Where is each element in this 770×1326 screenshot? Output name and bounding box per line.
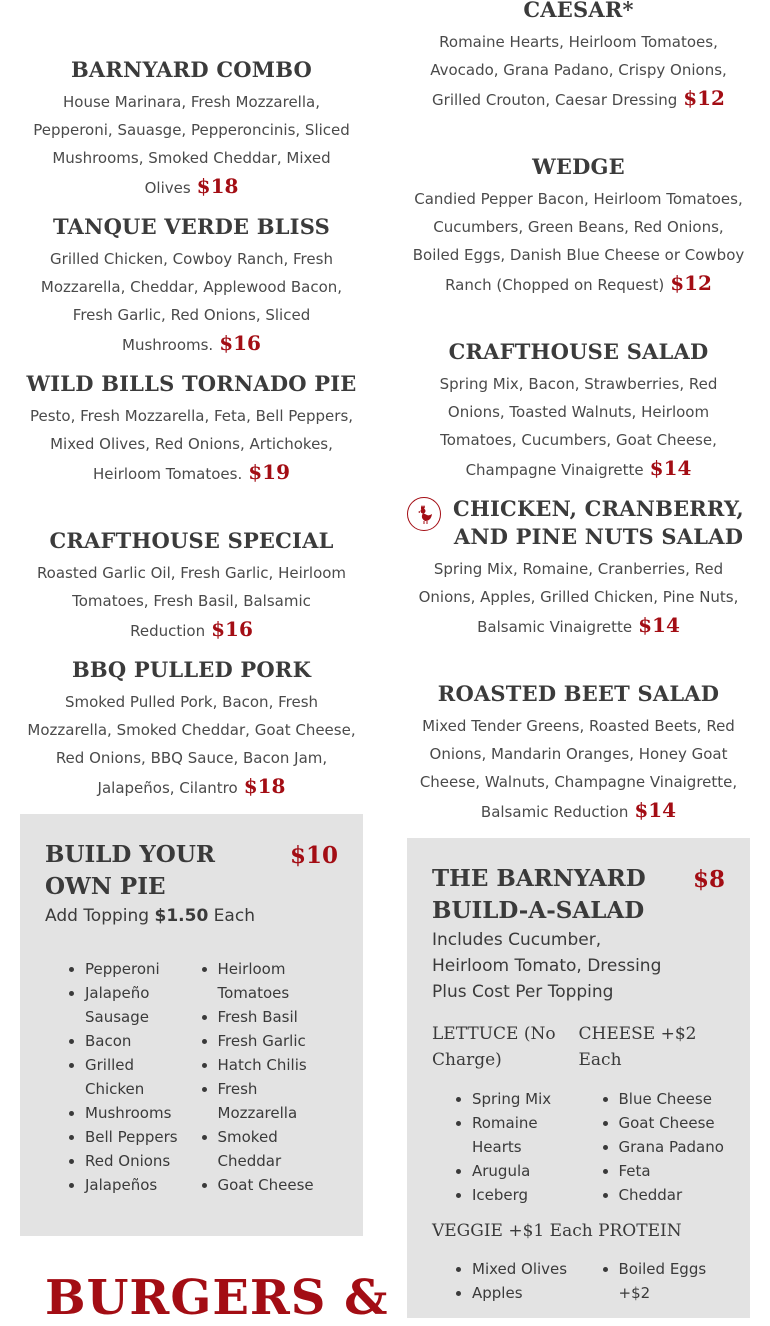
list-item: • Arugula [472, 1159, 579, 1183]
item-title-row [407, 495, 750, 551]
item-title: BBQ PULLED PORK [71, 657, 312, 682]
topping-lists [45, 957, 338, 1197]
item-description [407, 28, 750, 114]
veggie-list [432, 1257, 579, 1305]
item-title-line-1: CHICKEN, CRANBERRY, [453, 496, 744, 521]
item-desc-text: Spring Mix, Bacon, Strawberries, Red Onions, Toasted Walnuts, Heirloom Tomatoes, Cucumbers, Goat Cheese, Champagne Vinaigrette [439, 375, 718, 479]
protein-list [579, 1257, 726, 1305]
item-description [20, 688, 363, 802]
menu-item-crafthouse-special [20, 527, 363, 645]
item-desc-text: House Marinara, Fresh Mozzarella, Pepperoni, Sauasge, Pepperoncinis, Sliced Mushrooms, Smoked Cheddar, Mixed Olives [33, 93, 350, 197]
item-title: WILD BILLS TORNADO PIE [26, 371, 357, 396]
menu-item-wild-bills-tornado-pie [20, 370, 363, 488]
item-desc-text: Candied Pepper Bacon, Heirloom Tomatoes, Cucumbers, Green Beans, Red Onions, Boiled Eggs, Danish Blue Cheese or Cowboy Ranch (Chopped on Request) [412, 190, 745, 294]
topping-list-1 [45, 957, 192, 1197]
list-item: • Bacon [85, 1029, 192, 1053]
item-description [407, 712, 750, 826]
item-price: $18 [196, 174, 239, 198]
menu-item-roasted-beet-salad [407, 680, 750, 826]
list-item: • Jalapeños [85, 1173, 192, 1197]
item-price: $19 [248, 460, 290, 484]
item-price: $16 [211, 617, 253, 641]
item-price: $14 [638, 613, 680, 637]
item-desc-text: Pesto, Fresh Mozzarella, Feta, Bell Peppers, Mixed Olives, Red Onions, Artichokes, Heirloom Tomatoes. [29, 407, 354, 483]
item-title: ROASTED BEET SALAD [437, 681, 720, 706]
item-price: $14 [634, 798, 677, 822]
item-title: CRAFTHOUSE SPECIAL [49, 528, 334, 553]
list-item: • Cheddar [619, 1183, 726, 1207]
note-price: $1.50 [154, 906, 209, 926]
rooster-icon [407, 497, 441, 531]
cheese-list [579, 1087, 726, 1207]
menu-item-caesar [407, 0, 750, 114]
item-description [407, 185, 750, 299]
item-desc-text: Spring Mix, Romaine, Cranberries, Red Onions, Apples, Grilled Chicken, Pine Nuts, Balsamic Vinaigrette [418, 560, 739, 636]
item-title: CRAFTHOUSE SALAD [448, 339, 709, 364]
menu-item-chicken-cranberry-salad [407, 495, 750, 641]
item-desc-text: Roasted Garlic Oil, Fresh Garlic, Heirloom Tomatoes, Fresh Basil, Balsamic Reduction [36, 564, 347, 640]
box-title: BUILD YOUR OWN PIE [45, 841, 216, 900]
list-item: • Grilled Chicken [85, 1053, 192, 1101]
item-desc-text: Mixed Tender Greens, Roasted Beets, Red Onions, Mandarin Oranges, Honey Goat Cheese, Walnuts, Champagne Vinaigrette, Balsamic Reduction [419, 717, 738, 821]
list-item: • Apples [472, 1281, 579, 1305]
item-desc-text: Grilled Chicken, Cowboy Ranch, Fresh Mozzarella, Cheddar, Applewood Bacon, Fresh Garlic, Red Onions, Sliced Mushrooms. [40, 250, 343, 354]
item-title: WEDGE [532, 154, 625, 179]
build-a-salad-box [407, 838, 750, 1318]
list-item: • Fresh Mozzarella [218, 1077, 339, 1125]
list-item: • Romaine Hearts [472, 1111, 579, 1159]
item-title: TANQUE VERDE BLISS [53, 214, 330, 239]
list-item: • Spring Mix [472, 1087, 579, 1111]
list-item: • Blue Cheese [619, 1087, 726, 1111]
item-description [20, 88, 363, 202]
item-description [20, 245, 363, 359]
menu-item-tanque-verde-bliss [20, 213, 363, 359]
list-item: • Boiled Eggs +$2 [619, 1257, 726, 1305]
item-price: $14 [649, 456, 692, 480]
salad-lists-2 [432, 1257, 725, 1305]
list-item: • Fresh Garlic [218, 1029, 339, 1053]
box-title: THE BARNYARD BUILD-A-SALAD [432, 865, 646, 924]
list-item: • Iceberg [472, 1183, 579, 1207]
salad-includes-note: Includes Cucumber, Heirloom Tomato, Dressing [432, 930, 662, 976]
item-price: $12 [670, 271, 712, 295]
list-item: • Red Onions [85, 1149, 192, 1173]
item-desc-text: Romaine Hearts, Heirloom Tomatoes, Avocado, Grana Padano, Crispy Onions, Grilled Crouton, Caesar Dressing [430, 33, 727, 109]
item-price: $18 [243, 774, 286, 798]
list-item: • Mixed Olives [472, 1257, 579, 1281]
list-item: • Jalapeño Sausage [85, 981, 192, 1029]
item-price: $16 [219, 331, 261, 355]
build-your-own-pie-box [20, 814, 363, 1236]
item-desc-text: Smoked Pulled Pork, Bacon, Fresh Mozzarella, Smoked Cheddar, Goat Cheese, Red Onions, BBQ Sauce, Bacon Jam, Jalapeños, Cilantro [27, 693, 356, 797]
item-description [407, 555, 750, 641]
salad-lists-1 [432, 1087, 725, 1207]
menu-item-wedge [407, 153, 750, 299]
veggie-protein-heading: VEGGIE +$1 Each PROTEIN [432, 1221, 682, 1241]
salad-topping-cost-note: Plus Cost Per Topping [432, 982, 614, 1002]
topping-list-2 [192, 957, 339, 1197]
item-title: BARNYARD COMBO [70, 57, 313, 82]
list-item: • Hatch Chilis [218, 1053, 339, 1077]
item-title-line-2: AND PINE NUTS SALAD [453, 524, 744, 549]
category-heads [432, 1021, 725, 1073]
item-price: $12 [683, 86, 725, 110]
list-item: • Goat Cheese [619, 1111, 726, 1135]
item-title: CAESAR* [523, 0, 634, 22]
list-item: • Feta [619, 1159, 726, 1183]
lettuce-list [432, 1087, 579, 1207]
list-item: • Smoked Cheddar [218, 1125, 339, 1173]
item-description [407, 370, 750, 484]
list-item: • Pepperoni [85, 957, 192, 981]
list-item: • Grana Padano [619, 1135, 726, 1159]
list-item: • Fresh Basil [218, 1005, 339, 1029]
list-item: • Bell Peppers [85, 1125, 192, 1149]
menu-item-crafthouse-salad [407, 338, 750, 484]
section-heading-burgers: BURGERS & [45, 1270, 389, 1326]
item-description [20, 402, 363, 488]
list-item: • Goat Cheese [218, 1173, 339, 1197]
note-suffix: Each [208, 906, 255, 926]
menu-item-barnyard-combo [20, 56, 363, 202]
list-item: • Heirloom Tomatoes [218, 957, 339, 1005]
cheese-heading: CHEESE +$2 Each [578, 1024, 697, 1070]
box-price: $10 [289, 842, 338, 869]
note-prefix: Add Topping [45, 906, 155, 926]
item-description [20, 559, 363, 645]
menu-item-bbq-pulled-pork [20, 656, 363, 802]
box-price: $8 [692, 866, 725, 893]
lettuce-heading: LETTUCE (No Charge) [432, 1024, 556, 1070]
list-item: • Mushrooms [85, 1101, 192, 1125]
topping-price-note [45, 903, 338, 929]
